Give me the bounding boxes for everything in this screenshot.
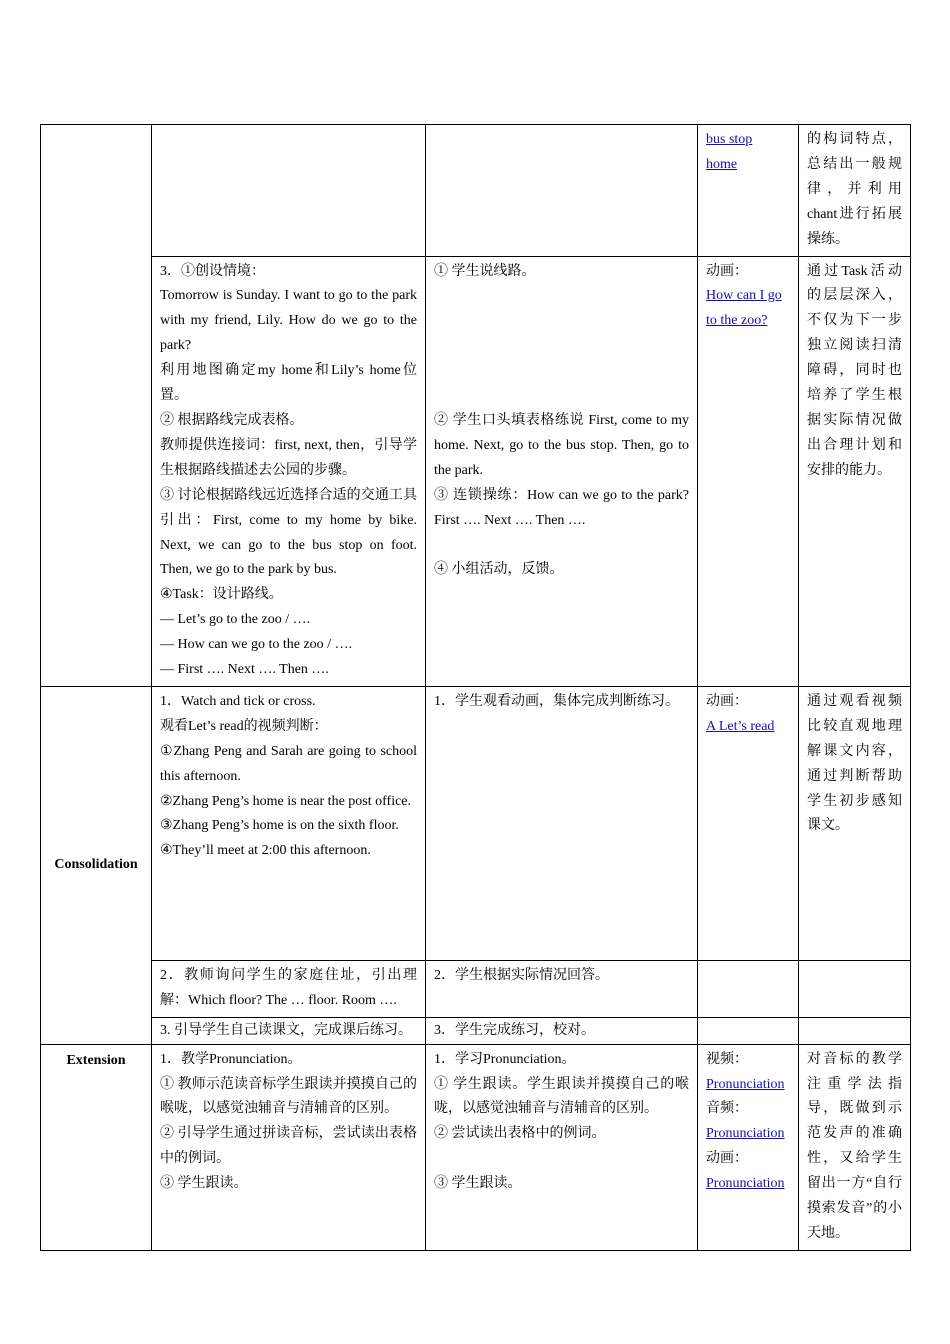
teacher-activity-cell [152,686,426,960]
resource-label: 动画： [706,263,748,279]
student-step: ④ 小组活动，反馈。 [434,562,564,578]
resource-cell [698,960,799,1017]
table-row [41,1017,911,1044]
teacher-step: ②Zhang Peng’s home is near the post office. [160,793,412,809]
resource-link-bus-stop[interactable]: bus stop [706,132,753,147]
design-aim-cell: 的构词特点，总结出一般规律，并利用chant进行拓展操练。 [799,125,911,257]
student-activity-cell [426,686,698,960]
teacher-activity-cell: 3. 引导学生自己读课文，完成课后练习。 [152,1017,426,1044]
student-activity-cell [426,256,698,686]
teacher-step: ③Zhang Peng’s home is on the sixth floor. [160,818,399,834]
lesson-plan-table [40,124,911,1251]
student-activity-cell: 3．学生完成练习，校对。 [426,1017,698,1044]
student-step: ① 学生说线路。 [434,263,536,279]
teacher-step: ② 引导学生通过拼读音标，尝试读出表格中的例词。 [160,1126,417,1167]
table-row [41,256,911,686]
table-row [41,960,911,1017]
teacher-activity-cell [152,256,426,686]
teacher-step: 利用地图确定my home和Lily’s home位置。 [160,363,417,404]
resource-link-how-can-i-go[interactable]: How can I go to the zoo? [706,288,782,329]
resource-link-pronunciation-video[interactable]: Pronunciation [706,1076,785,1092]
resource-label: 动画： [706,693,748,709]
teacher-step: ② 根据路线完成表格。 [160,412,304,428]
teacher-step: — Let’s go to the zoo / …. [160,612,311,628]
resource-link-lets-read[interactable]: A Let’s read [706,718,775,734]
design-aim-cell: 通过Task活动的层层深入，不仅为下一步独立阅读扫清障碍，同时也培养了学生根据实际情况做出合理计划和安排的能力。 [799,256,911,686]
teacher-step: ①Zhang Peng and Sarah are going to school this afternoon. [160,743,417,784]
teacher-step: 1．Watch and tick or cross. [160,693,316,709]
teacher-activity-cell [152,125,426,257]
teacher-step: 3．①创设情境： [160,263,265,279]
teacher-step: 1．教学Pronunciation。 [160,1051,302,1067]
student-step: 1．学习Pronunciation。 [434,1051,576,1067]
design-aim-cell: 通过观看视频比较直观地理解课文内容，通过判断帮助学生初步感知课文。 [799,686,911,960]
teacher-step: ③ 学生跟读。 [160,1176,248,1192]
table-row [41,125,911,257]
student-step: ① 学生跟读。学生跟读并摸摸自己的喉咙，以感觉浊辅音与清辅音的区别。 [434,1076,689,1117]
resource-cell [698,256,799,686]
teacher-step: 观看Let’s read的视频判断： [160,718,328,734]
student-step: ③ 学生跟读。 [434,1176,522,1192]
resource-cell [698,125,799,257]
resource-label: 动画： [706,1151,748,1167]
stage-cell-consolidation: Consolidation [41,686,152,1044]
student-step: ② 学生口头填表格练说 First, come to my home. Next, go to the bus stop. Then, go to the park. [434,412,689,478]
teacher-activity-cell: 2．教师询问学生的家庭住址，引出理解：Which floor? The … floor. Room …. [152,960,426,1017]
resource-label: 音频： [706,1101,748,1117]
student-step: ③ 连锁操练：How can we go to the park? First …. Next …. Then …. [434,487,689,528]
resource-cell [698,686,799,960]
teacher-step: 教师提供连接词：first, next, then，引导学生根据路线描述去公园的步骤。 [160,437,417,478]
teacher-step: — First …. Next …. Then …. [160,662,329,678]
design-aim-cell [799,1017,911,1044]
student-step: ② 尝试读出表格中的例词。 [434,1126,606,1142]
resource-link-home[interactable]: home [706,156,738,172]
resource-cell [698,1044,799,1250]
design-aim-cell [799,960,911,1017]
resource-cell [698,1017,799,1044]
teacher-step: ③ 讨论根据路线远近选择合适的交通工具引出：First, come to my home by bike. Next, we can go to the bus stop on foot. Then, we go to the park by bus. [160,487,417,578]
resource-link-pronunciation-audio[interactable]: Pronunciation [706,1126,785,1142]
resource-link-pronunciation-animation[interactable]: Pronunciation [706,1176,785,1192]
teacher-step: — How can we go to the zoo / …. [160,637,353,653]
teacher-step: Tomorrow is Sunday. I want to go to the park with my friend, Lily. How do we go to the park? [160,288,417,354]
teacher-activity-cell [152,1044,426,1250]
table-row [41,686,911,960]
student-activity-cell: 2．学生根据实际情况回答。 [426,960,698,1017]
teacher-step: ④They’ll meet at 2:00 this afternoon. [160,843,371,859]
stage-cell-empty [41,125,152,687]
resource-label: 视频： [706,1051,748,1067]
design-aim-cell: 对音标的教学注重学法指导，既做到示范发声的准确性，又给学生留出一方“自行摸索发音”的小天地。 [799,1044,911,1250]
teacher-step: ① 教师示范读音标学生跟读并摸摸自己的喉咙，以感觉浊辅音与清辅音的区别。 [160,1076,417,1117]
teacher-step: ④Task：设计路线。 [160,587,283,603]
stage-cell-extension: Extension [41,1044,152,1250]
student-activity-cell [426,125,698,257]
student-step: 1．学生观看动画，集体完成判断练习。 [434,693,679,709]
student-activity-cell [426,1044,698,1250]
table-row [41,1044,911,1250]
